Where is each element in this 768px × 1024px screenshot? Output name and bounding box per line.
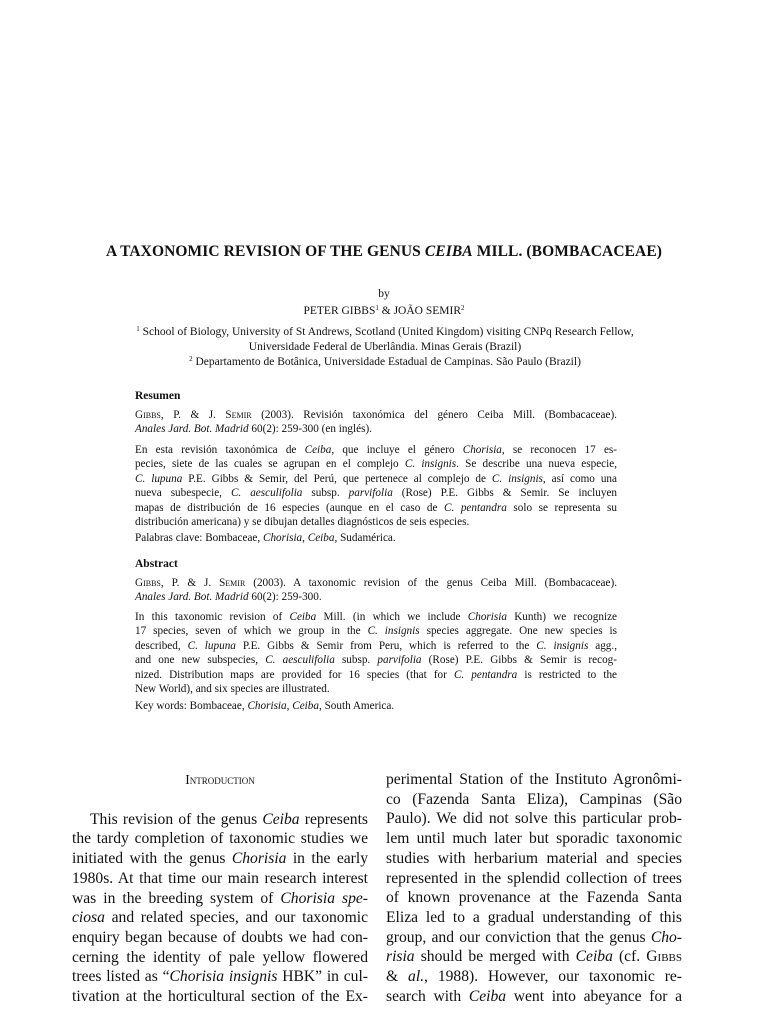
author-1-sup: 1 (375, 304, 379, 312)
intro-text: HBK” in cul- (277, 968, 368, 986)
author-amp: & (378, 305, 394, 317)
intro-text: This revision of the genus (90, 810, 263, 828)
intro-text: tivation at the horticultural section of the Ex- (72, 988, 368, 1006)
resumen-keyword: , Sudamérica. (334, 532, 396, 544)
intro-text: co (Fazenda Santa Eliza), Campinas (São (386, 790, 682, 808)
author-2: JOÃO SEMIR (393, 305, 461, 317)
intro-taxon: Chorisia insignis (169, 968, 278, 986)
abstract-taxon: C. aesculifolia (265, 654, 335, 667)
resumen-text: mapas de distribución de 16 especies (aunque en el caso de (135, 501, 444, 514)
intro-text: represents (299, 810, 368, 828)
abstract-text: (Rose) P.E. Gibbs & Semir is recog- (421, 654, 617, 667)
intro-text: trees listed as “ (72, 968, 170, 986)
abstract-citation (135, 576, 617, 605)
intro-text: should be merged with (414, 948, 576, 966)
intro-taxon: Ceiba (262, 810, 300, 828)
intro-text: group, and our conviction that the genus (386, 928, 651, 946)
resumen-keywords-label: Palabras clave: Bombaceae, (135, 532, 263, 544)
abstract-keywords (135, 699, 617, 713)
intro-text: lem until much later but sporadic taxonomic (386, 830, 682, 848)
abstract-keyword: Chorisia (247, 700, 287, 712)
intro-taxon: Ceiba (468, 987, 507, 1005)
resumen-keywords (135, 531, 617, 545)
intro-text: (cf. (612, 948, 647, 966)
abstract-citation-volume: 60(2): 259-300. (248, 591, 322, 604)
resumen-citation-sep: , P. & J. (160, 409, 226, 421)
affiliation-1-sup: 1 (136, 325, 140, 333)
resumen-citation-volume: 60(2): 259-300 (en inglés). (248, 423, 372, 436)
resumen-text: En esta revisión taxonómica de (135, 444, 305, 456)
abstract-body (135, 610, 617, 696)
intro-right-column (386, 770, 682, 1006)
resumen-citation-text: (2003). Revisión taxonómica del género Ceiba Mill. (Bombacaceae). (251, 409, 617, 421)
abstract-taxon: C. insignis (536, 639, 589, 652)
resumen-text: nueva subespecie, (135, 487, 231, 500)
intro-text: in the early (286, 850, 368, 868)
intro-text: was in the breeding system of (72, 889, 281, 907)
abstract-keyword: Ceiba (292, 700, 319, 712)
abstract-heading: Abstract (135, 558, 178, 570)
affiliation-1-line-2: Universidade Federal de Uberlândia. Minas Gerais (Brazil) (248, 341, 522, 353)
intro-text: went into abeyance for a (506, 987, 682, 1005)
resumen-body (135, 443, 617, 529)
resumen-heading: Resumen (135, 390, 181, 402)
intro-text: search with (386, 987, 469, 1005)
intro-text: & (386, 968, 409, 986)
introduction-heading: Introduction (185, 772, 255, 787)
intro-text: of known provenance at the Fazenda Santa (386, 889, 682, 907)
abstract-text: P.E. Gibbs & Semir from Peru, which is referred to the (235, 639, 537, 652)
authors (0, 304, 768, 317)
affiliation-2 (90, 352, 680, 370)
intro-text: represented in the splendid collection of trees (386, 869, 682, 887)
intro-text: cerning the identity of pale yellow flowered (72, 948, 368, 966)
resumen-text: subsp. (302, 487, 349, 500)
resumen-citation-author-1: Gibbs (135, 409, 161, 421)
abstract-keywords-label: Key words: Bombaceae, (135, 700, 248, 712)
intro-text: , 1988). However, our taxonomic re- (424, 968, 682, 986)
abstract-citation-author-1: Gibbs (135, 577, 161, 589)
resumen-taxon: C. aesculifolia (230, 487, 303, 500)
abstract-text: Kunth) we recognize (506, 611, 618, 623)
intro-text: and related species, and our taxonomic (104, 909, 368, 927)
intro-taxon: Ceiba (575, 948, 613, 966)
title-prefix: A TAXONOMIC REVISION OF THE GENUS (105, 243, 425, 260)
abstract-citation-text: (2003). A taxonomic revision of the genus Ceiba Mill. (Bombacaceae). (245, 577, 618, 589)
abstract-text: In this taxonomic revision of (135, 611, 290, 623)
intro-text: 1980s. At that time our main research interest (72, 869, 368, 887)
affiliation-1 (90, 322, 680, 355)
resumen-taxon: C. pentandra (444, 501, 507, 514)
intro-taxon: ciosa (72, 909, 105, 927)
resumen-keyword: Ceiba (307, 532, 335, 544)
title-suffix: MILL. (BOMBACACEAE) (472, 243, 663, 260)
intro-text: enquiry began because of doubts we had con- (72, 928, 368, 946)
abstract-taxon: C. lupuna (187, 639, 236, 652)
abstract-text: 17 species, seven of which we group in the (135, 625, 368, 638)
resumen-text: (Rose) P.E. Gibbs & Semir. Se incluyen (392, 487, 617, 500)
intro-taxon: Chorisia spe- (280, 889, 368, 907)
resumen-citation-journal: Anales Jard. Bot. Madrid (135, 423, 249, 436)
affiliation-2-sup: 2 (189, 355, 193, 363)
abstract-text: is restricted to the (517, 668, 618, 681)
author-2-sup: 2 (461, 304, 465, 312)
affiliation-1-line-1: School of Biology, University of St Andrews, Scotland (United Kingdom) visiting CNPq Research Fellow, (142, 326, 634, 338)
intro-text: perimental Station of the Instituto Agronômi- (386, 771, 682, 788)
abstract-text: New World), and six species are illustrated. (135, 683, 330, 696)
resumen-taxon: C. lupuna (135, 472, 183, 485)
abstract-citation-journal: Anales Jard. Bot. Madrid (135, 591, 249, 604)
intro-citation-etal: al. (408, 968, 425, 986)
intro-text: studies with herbarium material and species (386, 849, 682, 867)
abstract-taxon: Ceiba (289, 611, 317, 623)
byline: by (378, 288, 390, 300)
abstract-text: Mill. (in which we include (316, 611, 468, 623)
resumen-text: . Se describe una nueva especie, (456, 458, 617, 471)
abstract-text: described, (135, 639, 188, 652)
article-title (40, 243, 728, 261)
intro-taxon: risia (386, 948, 415, 966)
resumen-citation-author-2: Semir (225, 409, 252, 421)
resumen-text: , se reconocen 17 es- (501, 444, 618, 456)
resumen-text: distribución americana) y se dibujan detalles diagnósticos de seis especies. (135, 516, 470, 529)
abstract-text: and one new subspecies, (135, 654, 266, 667)
resumen-taxon: C. insignis (491, 472, 543, 485)
abstract-keyword-sep: , (286, 700, 293, 712)
abstract-taxon: Chorisia (467, 611, 507, 623)
resumen-taxon: Ceiba (304, 444, 332, 456)
intro-text: Eliza led to a gradual understanding of this (386, 908, 682, 926)
abstract-taxon: C. pentandra (453, 668, 518, 681)
abstract-citation-sep: , P. & J. (160, 577, 220, 589)
intro-left-column (72, 770, 368, 1007)
intro-text: the tardy completion of taxonomic studies we (72, 830, 368, 848)
abstract-text: subsp. (334, 654, 378, 667)
resumen-citation (135, 408, 617, 437)
resumen-keyword-sep: , (302, 532, 308, 544)
resumen-taxon: parvifolia (348, 487, 393, 500)
resumen-text: , que incluye el género (331, 444, 463, 456)
abstract-text: agg., (588, 639, 617, 652)
intro-taxon: Cho- (650, 928, 682, 946)
affiliation-2-line-1: Departamento de Botânica, Universidade Estadual de Campinas. São Paulo (Brazil) (195, 356, 581, 368)
title-genus: CEIBA (424, 243, 473, 260)
abstract-text: species aggregate. One new species is (419, 625, 618, 638)
resumen-text: pecies, siete de las cuales se agrupan en el complejo (135, 458, 405, 471)
abstract-taxon: parvifolia (377, 654, 422, 667)
author-1: PETER GIBBS (303, 305, 376, 317)
abstract-keyword: , South America. (318, 700, 395, 712)
intro-text: Paulo). We did not solve this particular prob- (386, 810, 682, 828)
abstract-citation-author-2: Semir (219, 577, 246, 589)
resumen-text: P.E. Gibbs & Semir, del Perú, que pertenece al complejo de (182, 472, 492, 485)
resumen-text: , así como una (542, 472, 617, 485)
abstract-taxon: C. insignis (367, 625, 420, 638)
resumen-text: solo se representa su (506, 501, 617, 514)
intro-citation-author: Gibbs (646, 948, 682, 966)
intro-text: initiated with the genus (72, 850, 232, 868)
resumen-taxon: C. insignis (404, 458, 457, 471)
resumen-taxon: Chorisia (462, 444, 502, 456)
intro-taxon: Chorisia (231, 850, 287, 868)
resumen-keyword: Chorisia (262, 532, 303, 544)
abstract-text: nized. Distribution maps are provided for 16 species (that for (135, 668, 454, 681)
